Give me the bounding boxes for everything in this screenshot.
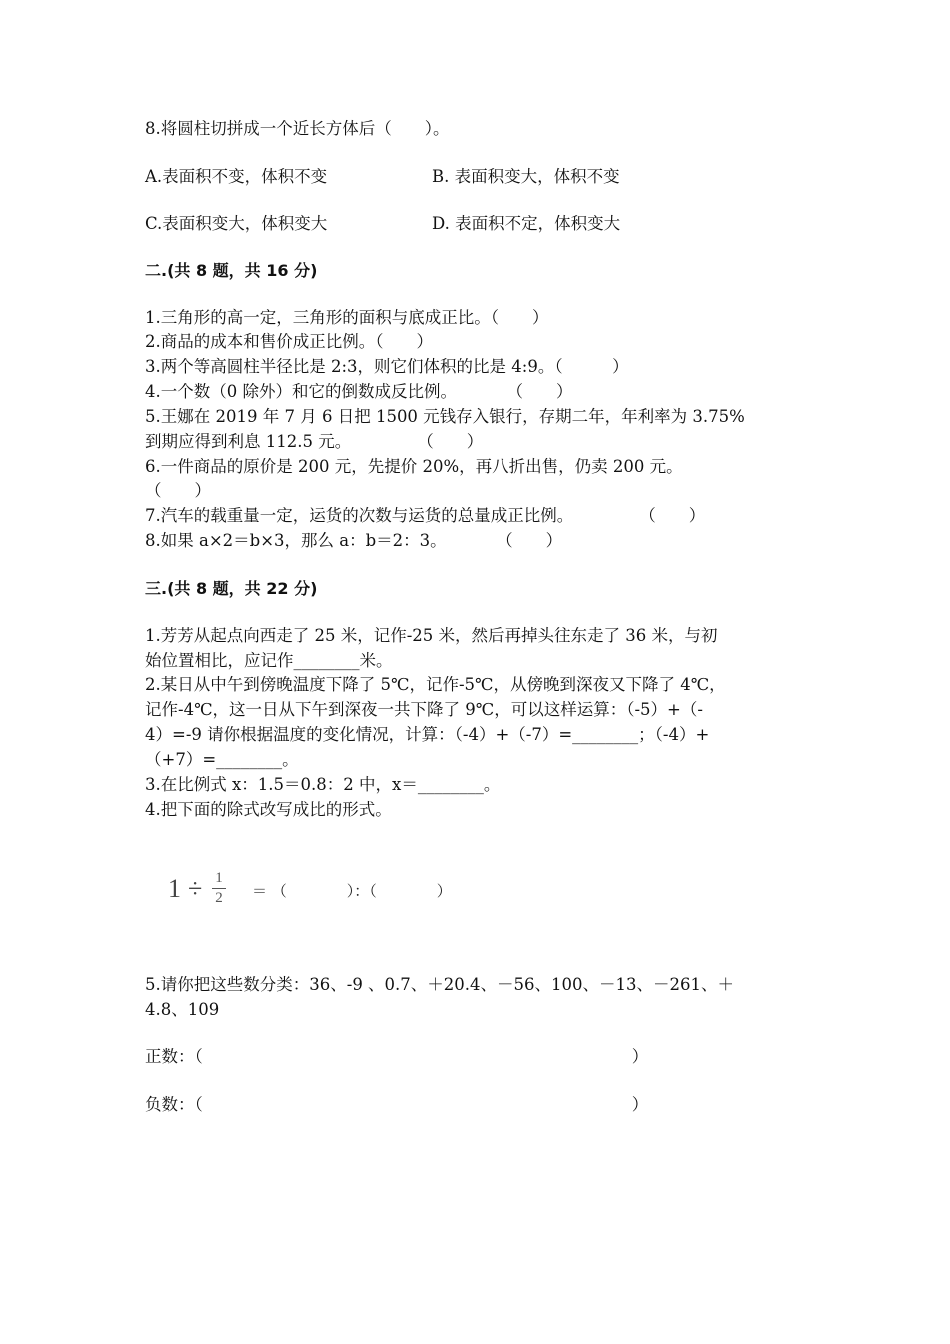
section2-heading: 二.(共 8 题，共 16 分) <box>145 261 318 280</box>
section2-line: 4.一个数（0 除外）和它的倒数成反比例。 （ ） <box>145 382 573 401</box>
section2-line: 2.商品的成本和售价成正比例。（ ） <box>145 332 433 351</box>
ratio-blank: ＝ （ ）：（ ） <box>252 882 452 900</box>
positive-numbers-answer: 正数：（ ） <box>145 1047 649 1066</box>
formula-whole: 1 <box>168 874 181 903</box>
q8-stem: 8.将圆柱切拼成一个近长方体后（ ）。 <box>145 119 450 138</box>
q8-option-b: B. 表面积变大，体积不变 <box>432 167 620 186</box>
section2-line: （ ） <box>145 481 211 500</box>
fraction-numerator: 1 <box>215 870 223 886</box>
section2-line: 到期应得到利息 112.5 元。 （ ） <box>145 432 484 451</box>
fraction <box>212 870 226 907</box>
q8-option-c: C.表面积变大，体积变大 <box>145 214 328 233</box>
section3-line: 3.在比例式 x：1.5＝0.8：2 中，x＝________。 <box>145 775 501 794</box>
section3-line: 始位置相比，应记作________米。 <box>145 651 393 670</box>
section2-line: 1.三角形的高一定，三角形的面积与底成正比。（ ） <box>145 308 549 327</box>
division-formula <box>168 868 468 916</box>
section2-line: 3.两个等高圆柱半径比是 2:3，则它们体积的比是 4:9。（ ） <box>145 357 629 376</box>
section3-line: 4.把下面的除式改写成比的形式。 <box>145 800 392 819</box>
division-sign: ÷ <box>188 874 203 903</box>
fraction-bar <box>212 888 226 889</box>
q5-line: 5.请你把这些数分类：36、-9 、0.7、＋20.4、－56、100、－13、－261、＋ <box>145 975 735 994</box>
section2-line: 8.如果 a×2＝b×3，那么 a：b＝2：3。 （ ） <box>145 531 563 550</box>
section3-line: （+7）=________。 <box>145 750 299 769</box>
fraction-denominator: 2 <box>215 890 223 906</box>
section2-line: 6.一件商品的原价是 200 元，先提价 20%，再八折出售，仍卖 200 元。 <box>145 457 683 476</box>
section3-line: 1.芳芳从起点向西走了 25 米，记作-25 米，然后再掉头往东走了 36 米，与初 <box>145 626 718 645</box>
q5-line: 4.8、109 <box>145 1000 220 1019</box>
section2-line: 7.汽车的载重量一定，运货的次数与运货的总量成正比例。 （ ） <box>145 506 706 525</box>
section3-line: 记作-4℃，这一日从下午到深夜一共下降了 9℃，可以这样运算：（-5）+（- <box>145 700 703 719</box>
q8-option-d: D. 表面积不定，体积变大 <box>432 214 621 233</box>
section2-line: 5.王娜在 2019 年 7 月 6 日把 1500 元钱存入银行，存期二年，年利率为 3.75% <box>145 407 745 426</box>
section3-heading: 三.(共 8 题，共 22 分) <box>145 579 318 598</box>
q8-option-a: A.表面积不变，体积不变 <box>145 167 328 186</box>
section3-line: 2.某日从中午到傍晚温度下降了 5℃，记作-5℃，从傍晚到深夜又下降了 4℃， <box>145 675 726 694</box>
negative-numbers-answer: 负数：（ ） <box>145 1095 649 1114</box>
section3-line: 4）=-9 请你根据温度的变化情况，计算：（-4）+（-7）=________；（-4）+ <box>145 725 710 744</box>
